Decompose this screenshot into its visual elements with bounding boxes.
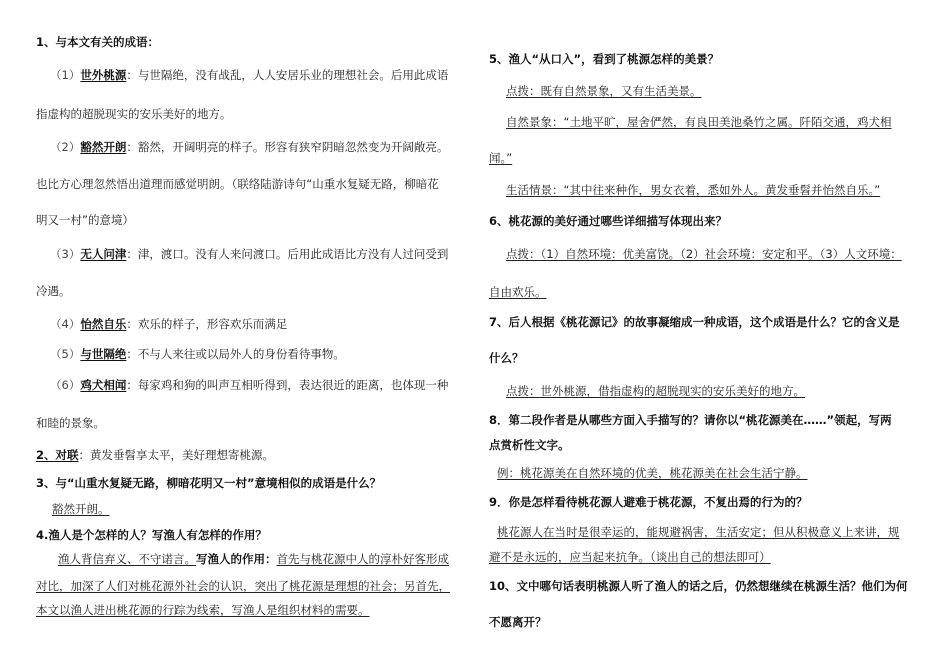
idiom-definition: ：豁然，开阔明亮的样子。形容有狭窄阴暗忽然变为开阔敞亮。 <box>126 140 449 154</box>
item-number: （4） <box>50 317 81 331</box>
answer-fragment: 首先与桃花源中人的淳朴好客形成 <box>276 552 449 566</box>
answer-3: 豁然开朗。 <box>52 502 110 516</box>
question-3: 3、与“山重水复疑无路，柳暗花明又一村”意境相似的成语是什么？ <box>36 476 382 490</box>
couplet-line <box>36 447 274 463</box>
idiom-definition: ：津，渡口。没有人来问渡口。后用此成语比方没有人过问受到 <box>126 247 449 261</box>
idiom-term: 怡然自乐 <box>80 317 127 331</box>
question-7-continued: 什么？ <box>489 351 524 365</box>
idiom-item-3-continued: 冷遇。 <box>36 284 71 298</box>
answer-7: 点拨：世外桃源，借指虚构的超脱现实的安乐美好的地方。 <box>506 384 805 398</box>
question-7: 7、后人根据《桃花源记》的故事凝缩成一种成语，这个成语是什么？它的含义是 <box>489 315 900 329</box>
idiom-term: 世外桃源 <box>80 68 127 82</box>
question-8-continued: 点赏析性文字。 <box>489 438 570 452</box>
answer-9: 桃花源人在当时是很幸运的，能规避祸害，生活安定；但从积极意义上来讲，规 <box>497 525 900 539</box>
question-8: 8．第二段作者是从哪些方面入手描写的？请你以“桃花源美在……”领起，写两 <box>489 413 892 427</box>
question-10-continued: 不愿离开？ <box>489 615 547 629</box>
idiom-item-3 <box>50 246 448 262</box>
item-number: （2） <box>50 140 81 154</box>
answer-4-line-1 <box>58 551 449 567</box>
answer-4-line-3: 本文以渔人进出桃花源的行踪为线索，写渔人是组织材料的需要。 <box>36 603 370 617</box>
idiom-definition: ：不与人来往或以局外人的身份看待事物。 <box>126 347 345 361</box>
idiom-item-6-continued: 和睦的景象。 <box>36 416 105 430</box>
answer-8: 例：桃花源美在自然环境的优美，桃花源美在社会生活宁静。 <box>497 466 808 480</box>
answer-6: 点拨：（1）自然环境：优美富饶。（2）社会环境：安定和平。（3）人文环境： <box>506 247 902 261</box>
idiom-item-2-continued: 也比方心理忽然悟出道理而感觉明朗。（联络陆游诗句“山重水复疑无路，柳暗花 <box>36 177 439 191</box>
answer-5-nature-continued: 闻。” <box>489 151 513 165</box>
idiom-item-2-continued: 明又一村”的意境） <box>36 213 134 227</box>
item-number: （3） <box>50 247 81 261</box>
answer-5-life: 生活情景：“其中往来种作，男女衣着，悉如外人。黄发垂髫并怡然自乐。” <box>506 183 881 197</box>
answer-label: 写渔人的作用： <box>196 552 277 566</box>
question-4: 4.渔人是个怎样的人？写渔人有怎样的作用？ <box>36 528 267 542</box>
idiom-term: 豁然开朗 <box>80 140 127 154</box>
idiom-term: 与世隔绝 <box>80 347 127 361</box>
section-heading-idioms: 1、与本文有关的成语： <box>36 35 160 49</box>
item-number: （6） <box>50 378 81 392</box>
question-6: 6、桃花源的美好通过哪些详细描写体现出来？ <box>489 214 727 228</box>
answer-6-continued: 自由欢乐。 <box>489 285 547 299</box>
idiom-definition: ：欢乐的样子，形容欢乐而满足 <box>126 317 288 331</box>
question-10: 10、文中哪句话表明桃源人听了渔人的话之后，仍然想继续在桃源生活？他们为何 <box>489 579 908 593</box>
idiom-item-6 <box>50 377 448 393</box>
answer-4-line-2: 对比，加深了人们对桃花源外社会的认识，突出了桃花源是理想的社会；另首先， <box>36 579 450 593</box>
idiom-item-2 <box>50 139 448 155</box>
idiom-definition: ：与世隔绝，没有战乱，人人安居乐业的理想社会。后用此成语 <box>126 68 449 82</box>
answer-9-continued: 避不是永远的，应当起来抗争。（谈出自己的想法即可） <box>489 550 771 564</box>
idiom-term: 鸡犬相闻 <box>80 378 127 392</box>
idiom-item-4 <box>50 316 287 332</box>
answer-5-nature: 自然景象：“土地平旷，屋舍俨然，有良田美池桑竹之属。阡陌交通，鸡犬相 <box>506 115 892 129</box>
couplet-text: ：黄发垂髫享太平，美好理想寄桃源。 <box>78 448 275 462</box>
item-number: （1） <box>50 68 81 82</box>
idiom-item-1-continued: 指虚构的超脱现实的安乐美好的地方。 <box>36 107 232 121</box>
answer-fragment: 渔人背信弃义、不守诺言。 <box>58 552 196 566</box>
answer-5-hint: 点拨：既有自然景象，又有生活美景。 <box>506 84 702 98</box>
couplet-label: 2、对联 <box>36 448 79 462</box>
idiom-definition: ：每家鸡和狗的叫声互相听得到，表达很近的距离，也体现一种 <box>126 378 449 392</box>
question-5: 5、渔人“从口入”，看到了桃源怎样的美景？ <box>489 52 720 66</box>
item-number: （5） <box>50 347 81 361</box>
idiom-item-5 <box>50 346 345 362</box>
question-9: 9．你是怎样看待桃花源人避难于桃花源，不复出焉的行为的？ <box>489 495 808 509</box>
idiom-term: 无人问津 <box>80 247 127 261</box>
idiom-item-1 <box>50 67 448 83</box>
